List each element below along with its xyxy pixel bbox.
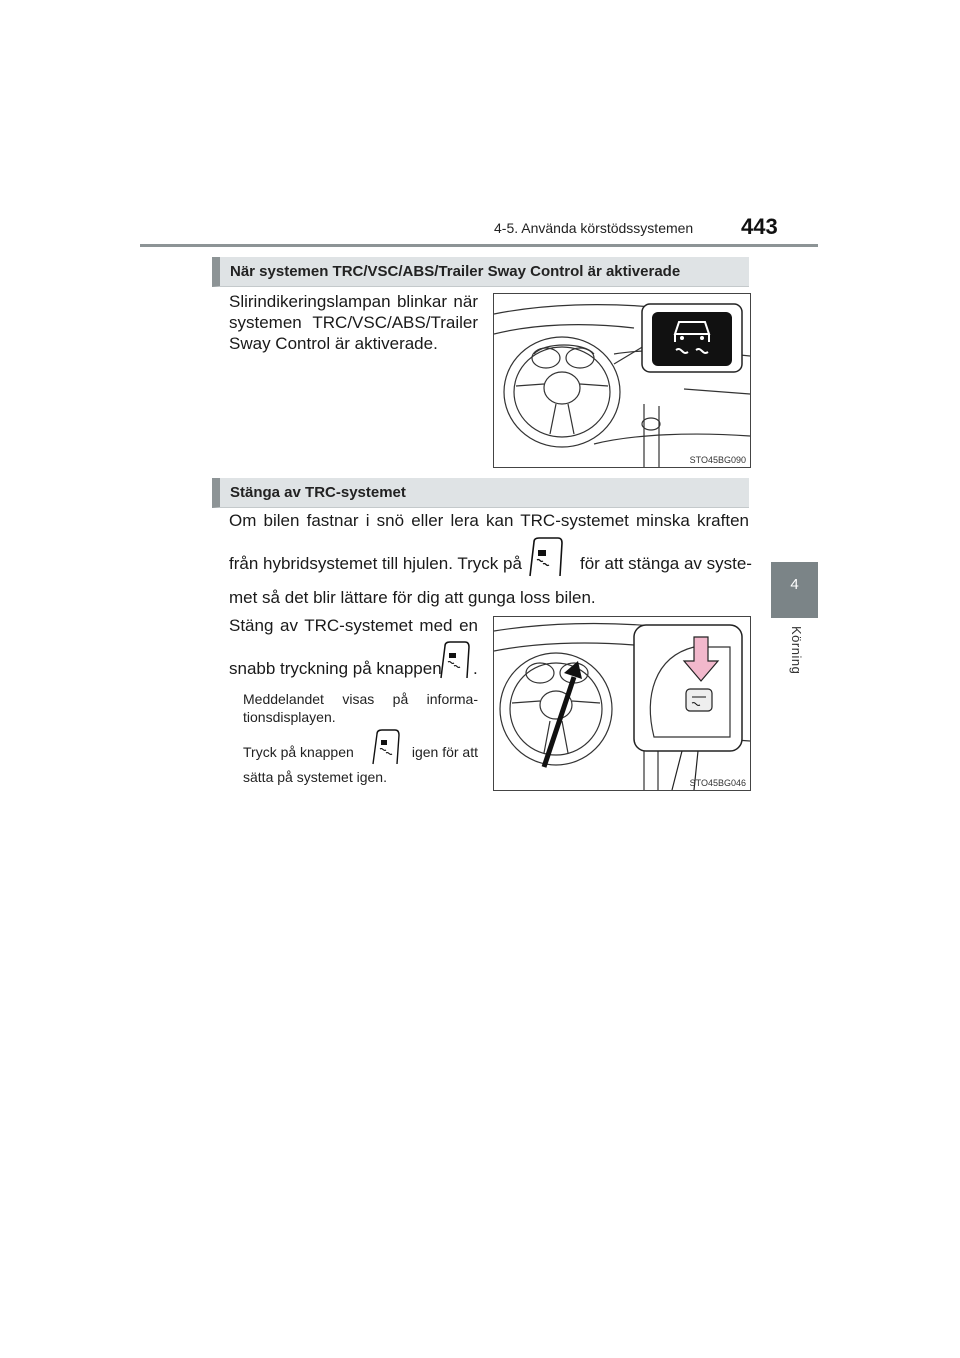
- figure-code: STO45BG090: [689, 455, 746, 465]
- section2-p1-line-3: met så det blir lättare för dig att gunga loss bilen.: [229, 588, 596, 607]
- figure-trc-off-button: [493, 616, 751, 791]
- section-heading-trc-off: Stänga av TRC-systemet: [212, 478, 749, 508]
- section2-p2-period: .: [473, 659, 478, 678]
- chapter-number: 4: [790, 576, 799, 593]
- note-2-a: Tryck på knappen: [243, 744, 354, 760]
- note-1-line-2: tionsdisplayen.: [243, 709, 336, 725]
- note-2-b: igen för att: [411, 744, 478, 760]
- section1-line-1: Slirindikeringslampan blinkar när: [229, 292, 478, 311]
- section-heading-active: När systemen TRC/VSC/ABS/Trailer Sway Control är aktiverade: [212, 257, 749, 287]
- note-1-line-1: Meddelandet visas på informa-: [243, 691, 478, 707]
- page-number: 443: [741, 214, 778, 239]
- dashboard-illustration: [494, 294, 750, 467]
- trc-off-button-icon: [368, 728, 402, 771]
- trc-off-button-icon: [522, 536, 566, 585]
- section2-p1-line-2a: från hybridsystemet till hjulen. Tryck på: [229, 554, 522, 573]
- section-breadcrumb: 4-5. Använda körstödssystemen: [494, 220, 694, 236]
- section2-p2-line-1: Stäng av TRC-systemet med en: [229, 616, 478, 635]
- section2-p1-line-2b: för att stänga av syste-: [580, 554, 752, 573]
- section2-p2-line-2: snabb tryckning på knappen: [229, 659, 442, 678]
- chapter-label: Körning: [789, 626, 804, 675]
- header-rule: [140, 244, 818, 247]
- note-2-line-2: sätta på systemet igen.: [243, 769, 387, 785]
- section2-p1-line-1: Om bilen fastnar i snö eller lera kan TRC-systemet minska kraften: [229, 511, 749, 530]
- dashboard-button-illustration: [494, 617, 750, 790]
- section1-line-2: systemen TRC/VSC/ABS/Trailer: [229, 313, 478, 332]
- section1-line-3: Sway Control är aktiverade.: [229, 334, 438, 353]
- slip-indicator-icon: [652, 312, 732, 366]
- figure-slip-indicator: [493, 293, 751, 468]
- trc-off-button-icon: [435, 640, 473, 685]
- figure-code: STO45BG046: [689, 778, 746, 788]
